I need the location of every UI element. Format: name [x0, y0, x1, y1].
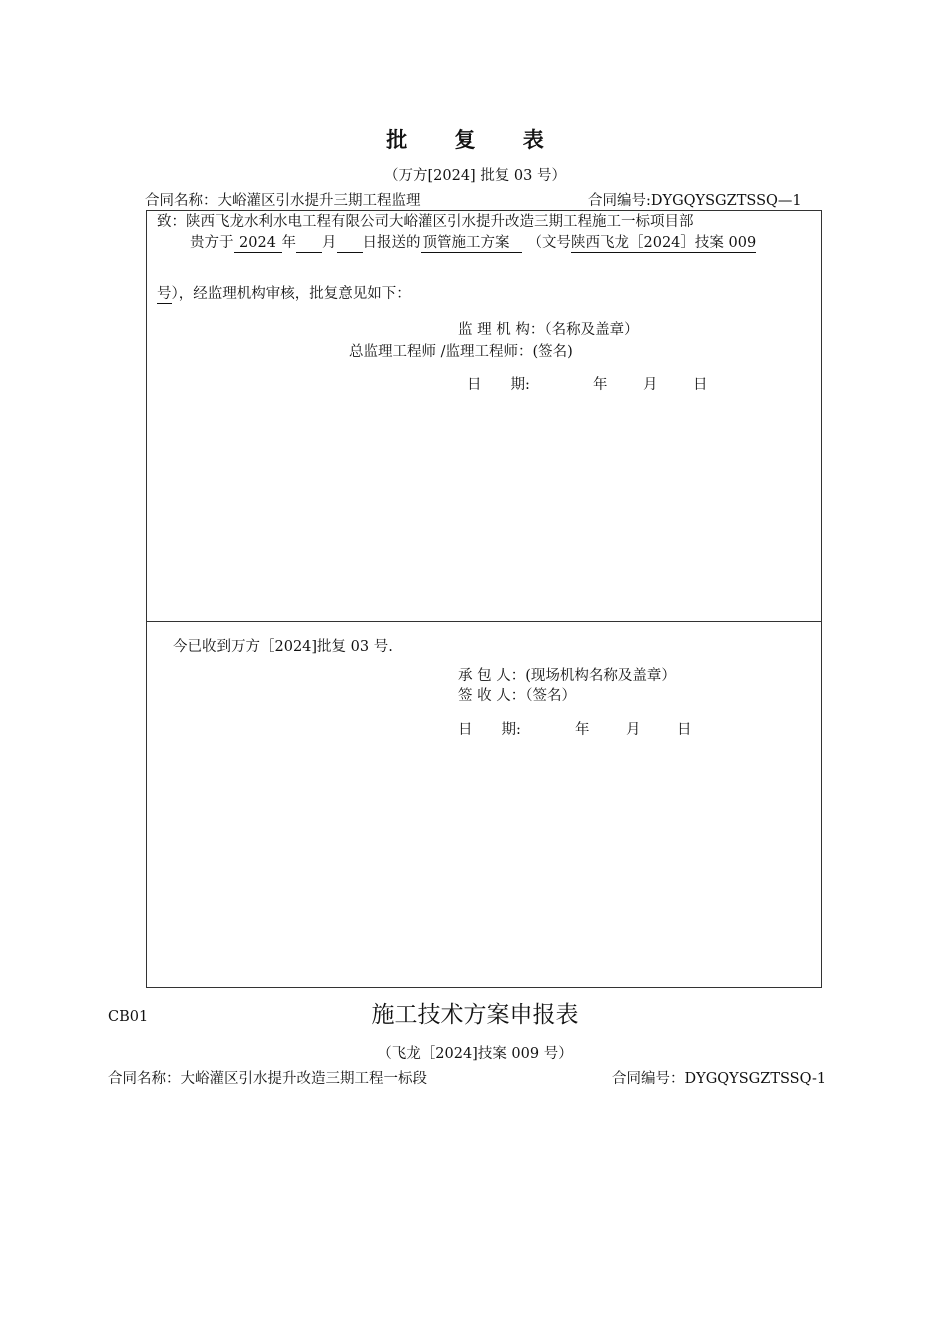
- approval-doc-number: （万方[2024] 批复 03 号）: [384, 168, 566, 184]
- form-code: CB01: [108, 1009, 149, 1025]
- supervision-org-label: 监 理 机 构：（名称及盖章）: [458, 322, 639, 338]
- day-text: 日报送的: [362, 235, 421, 251]
- technical-plan-contract-number: 合同编号：DYGQYSGZTSSQ-1: [612, 1071, 827, 1087]
- approval-contract-name: 合同名称：大峪灌区引水提升三期工程监理: [145, 193, 421, 209]
- receipt-statement: 今已收到万方［2024]批复 03 号.: [173, 639, 393, 655]
- approval-form-title: 批 复 表: [386, 128, 564, 152]
- technical-plan-form-title: 施工技术方案申报表: [371, 1002, 579, 1028]
- doc-ref-number: 陕西飞龙［2024］技案 009: [571, 235, 757, 251]
- technical-plan-contract-name: 合同名称：大峪灌区引水提升改造三期工程一标段: [108, 1071, 427, 1087]
- approval-date-month: 月: [643, 377, 658, 393]
- review-result-line: [157, 282, 411, 304]
- receipt-date-year: 年: [575, 722, 590, 738]
- submitted-document-title: 顶管施工方案: [421, 235, 522, 253]
- approval-date-label: 日 期:: [467, 377, 530, 393]
- signer-label: 签 收 人：（签名）: [458, 688, 576, 704]
- receipt-date-month: 月: [626, 722, 641, 738]
- submission-prefix: 贵方于: [190, 235, 234, 251]
- approval-contract-number: 合同编号:DYGQYSGZTSSQ—1: [588, 193, 802, 209]
- chief-engineer-label: 总监理工程师 /监理工程师：(签名): [349, 344, 573, 360]
- doc-ref-suffix: 号: [157, 286, 172, 302]
- technical-plan-doc-number: （飞龙［2024]技案 009 号）: [377, 1046, 573, 1062]
- submission-day-blank: [337, 235, 363, 253]
- receipt-date-day: 日: [677, 722, 692, 738]
- review-result-text: ），经监理机构审核，批复意见如下：: [171, 286, 411, 302]
- addressee-line: 致：陕西飞龙水利水电工程有限公司大峪灌区引水提升改造三期工程施工一标项目部: [157, 214, 694, 230]
- approval-opinion-box: [146, 210, 822, 622]
- month-unit: 月: [322, 235, 337, 251]
- submission-month-blank: [296, 235, 322, 253]
- approval-date-year: 年: [593, 377, 608, 393]
- year-unit: 年: [281, 235, 296, 251]
- doc-ref-label: （文号: [527, 235, 571, 251]
- submission-line: [190, 231, 756, 253]
- submission-year: 2024: [234, 235, 282, 253]
- approval-date-day: 日: [693, 377, 708, 393]
- contractor-label: 承 包 人：(现场机构名称及盖章）: [458, 668, 676, 684]
- receipt-date-label: 日 期:: [458, 722, 521, 738]
